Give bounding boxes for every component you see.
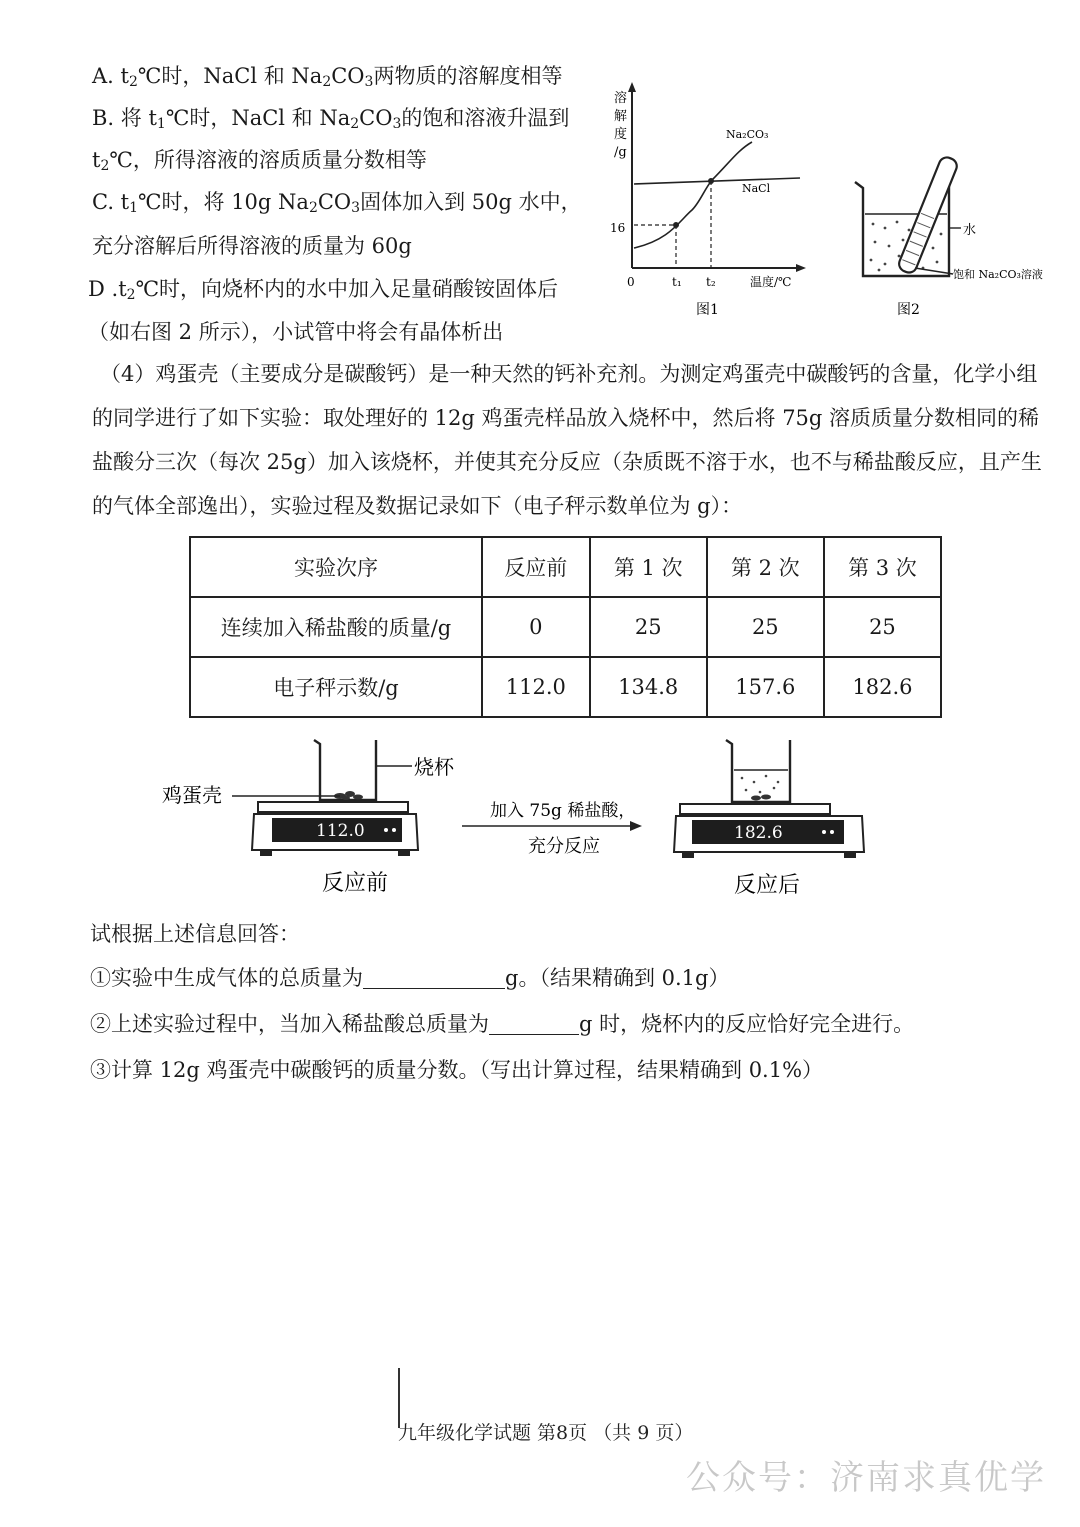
header-cell: 第 2 次 xyxy=(707,537,824,597)
y-tick-16: 16 xyxy=(610,221,626,235)
figure-1-solubility-graph xyxy=(600,80,810,320)
arrow-label-bottom: 充分反应 xyxy=(528,836,600,857)
point-t2 xyxy=(708,178,714,184)
label-eggshell: 鸡蛋壳 xyxy=(162,783,222,807)
table-cell: 157.6 xyxy=(707,657,824,717)
answer-blank-1[interactable] xyxy=(363,966,505,989)
scale-display-before: 112.0 xyxy=(316,821,365,841)
label-na2co3: Na₂CO₃ xyxy=(726,128,769,141)
label-solution: 饱和 Na₂CO₃溶液 xyxy=(953,268,1043,281)
x-axis-label: 温度/℃ xyxy=(750,275,792,289)
origin-label: 0 xyxy=(627,275,635,289)
y-label-3: 度 xyxy=(614,127,628,142)
option-c: C. $t_1℃$时，将 10g $Na_2CO_3$固体加入到 50g 水中， xyxy=(92,190,582,216)
data-table xyxy=(189,536,942,718)
header-cell: 反应前 xyxy=(482,537,590,597)
caption-after: 反应后 xyxy=(734,873,801,898)
table-cell: 134.8 xyxy=(590,657,707,717)
option-b-line2: $t_2℃$，所得溶液的溶质质量分数相等 xyxy=(92,148,427,174)
page-footer: 九年级化学试题 第8页 （共 9 页） xyxy=(398,1422,694,1444)
header-cell: 第 1 次 xyxy=(590,537,707,597)
curve-nacl xyxy=(634,178,800,184)
table-row xyxy=(190,657,941,717)
table-cell: 112.0 xyxy=(482,657,590,717)
table-row xyxy=(190,597,941,657)
option-b: B. 将 $t_1℃$时，NaCl 和 $Na_2CO_3$的饱和溶液升温到 xyxy=(92,106,570,132)
point-t1 xyxy=(673,222,679,228)
label-nacl: NaCl xyxy=(742,182,771,195)
row-label: 电子秤示数/g xyxy=(190,657,482,717)
answer-blank-2[interactable] xyxy=(489,1012,579,1035)
table-cell: 0 xyxy=(482,597,590,657)
figure-1-caption: 图1 xyxy=(696,302,719,318)
answer-q3: ③计算 12g 鸡蛋壳中碳酸钙的质量分数。（写出计算过程，结果精确到 0.1%） xyxy=(90,1058,824,1082)
y-label-1: 溶 xyxy=(614,91,628,106)
label-water: 水 xyxy=(963,223,977,238)
y-label-2: 解 xyxy=(614,109,628,124)
answers-intro: 试根据上述信息回答： xyxy=(90,922,300,946)
figure-2-beaker xyxy=(845,150,1070,325)
option-d: D $.t_2℃$时，向烧杯内的水中加入足量硝酸铵固体后 xyxy=(88,277,559,303)
table-cell: 182.6 xyxy=(824,657,941,717)
curve-na2co3 xyxy=(634,142,752,248)
y-label-4: /g xyxy=(614,145,627,160)
answer-q2: ②上述实验过程中，当加入稀盐酸总质量为 g 时，烧杯内的反应恰好完全进行。 xyxy=(90,1012,915,1036)
table-cell: 25 xyxy=(707,597,824,657)
question-4-text: （4）鸡蛋壳（主要成分是碳酸钙）是一种天然的钙补充剂。为测定鸡蛋壳中碳酸钙的含量，化学小组的同学进行了如下实验：取处理好的 12g 鸡蛋壳样品放入烧杯中，然后将 75g 溶质质量分数相同的稀盐酸分三次（每次 25g）加入该烧杯，并使其充分反应（杂质既不溶于水，也不与稀盐酸反应，且产生的气体全部逸出），实验过程及数据记录如下（电子秤示数单位为 g）： xyxy=(92,362,1042,518)
t1-label: t₁ xyxy=(672,275,682,289)
label-beaker: 烧杯 xyxy=(414,755,454,779)
header-cell: 第 3 次 xyxy=(824,537,941,597)
header-cell: 实验次序 xyxy=(190,537,482,597)
figure-2-caption: 图2 xyxy=(897,302,920,318)
table-cell: 25 xyxy=(590,597,707,657)
apparatus-diagram xyxy=(150,730,890,905)
option-c-line2: 充分溶解后所得溶液的质量为 60g xyxy=(92,234,412,258)
caption-before: 反应前 xyxy=(322,871,389,896)
row-label: 连续加入稀盐酸的质量/g xyxy=(190,597,482,657)
scale-display-after: 182.6 xyxy=(734,823,783,843)
arrow-label-top: 加入 75g 稀盐酸， xyxy=(490,801,636,821)
table-header-row xyxy=(190,537,941,597)
watermark: 公众号：济南求真优学 xyxy=(686,1458,1046,1498)
answer-q1: ①实验中生成气体的总质量为 g。（结果精确到 0.1g） xyxy=(90,966,730,990)
option-d-line2: （如右图 2 所示），小试管中将会有晶体析出 xyxy=(88,320,504,344)
table-cell: 25 xyxy=(824,597,941,657)
option-a: A. $t_2℃$时，NaCl 和 $Na_2CO_3$两物质的溶解度相等 xyxy=(92,64,563,90)
t2-label: t₂ xyxy=(706,275,716,289)
